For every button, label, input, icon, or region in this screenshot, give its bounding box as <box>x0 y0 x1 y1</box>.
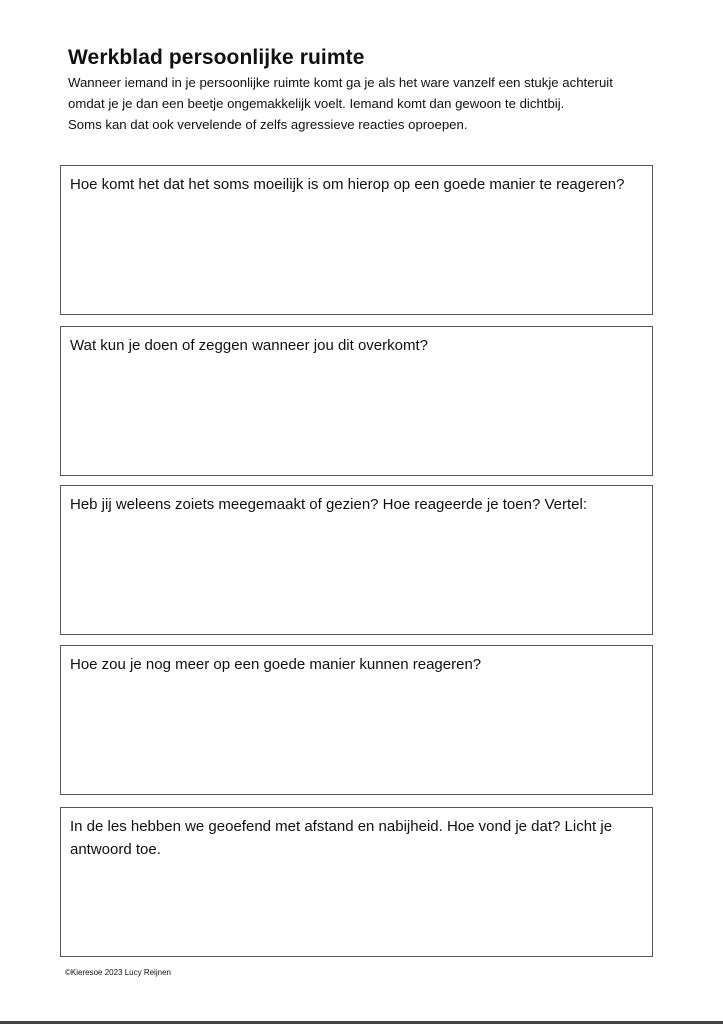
question-1: Hoe komt het dat het soms moeilijk is om hierop op een goede manier te reageren? <box>70 176 625 193</box>
question-3: Heb jij weleens zoiets meegemaakt of gezien? Hoe reageerde je toen? Vertel: <box>70 496 587 513</box>
page-title: Werkblad persoonlijke ruimte <box>68 46 365 69</box>
answer-box-3[interactable] <box>60 485 653 635</box>
question-4: Hoe zou je nog meer op een goede manier kunnen reageren? <box>70 656 482 673</box>
intro-line-2: Soms kan dat ook vervelende of zelfs agressieve reacties oproepen. <box>68 117 468 132</box>
copyright-footer: ©Kieresoe 2023 Lucy Reijnen <box>65 968 171 977</box>
answer-box-5[interactable] <box>60 807 653 957</box>
question-5: In de les hebben we geoefend met afstand en nabijheid. Hoe vond je dat? Licht je antwoord toe. <box>70 818 613 858</box>
answer-box-2[interactable] <box>60 326 653 476</box>
answer-box-4[interactable] <box>60 645 653 795</box>
intro-paragraph: Wanneer iemand in je persoonlijke ruimte komt ga je als het ware vanzelf een stukje achteruit omdat je je dan een beetje ongemakkelijk voelt. Iemand komt dan gewoon te dichtbij. <box>68 75 613 111</box>
intro-text <box>68 72 653 135</box>
answer-box-1[interactable] <box>60 165 653 315</box>
question-2: Wat kun je doen of zeggen wanneer jou dit overkomt? <box>70 337 428 354</box>
